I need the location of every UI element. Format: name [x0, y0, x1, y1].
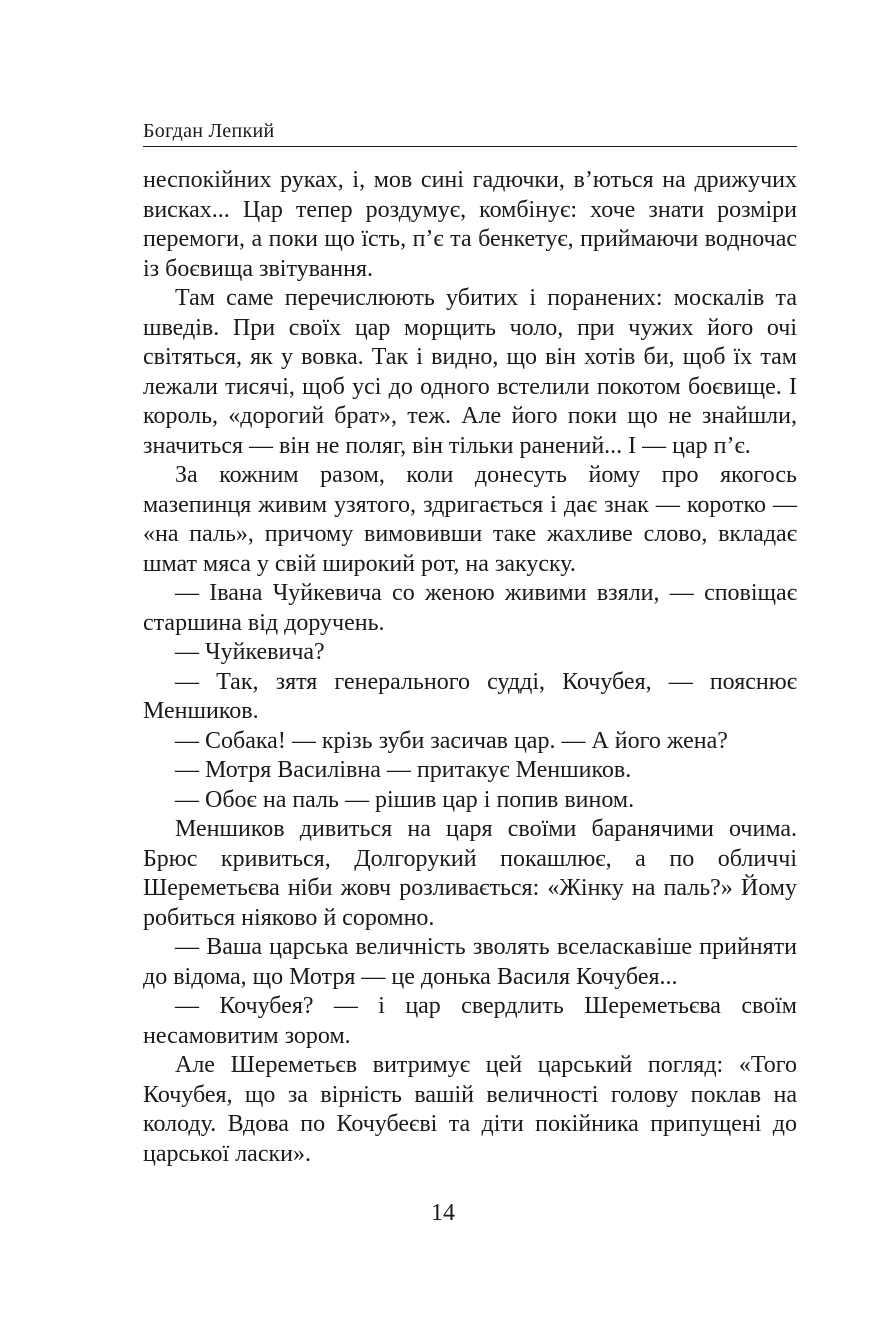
running-head	[143, 118, 797, 147]
dialogue-line: — Ваша царська величність зволять вселаскавіше прийняти до відома, що Мотря — це донька Василя Кочубея...	[143, 934, 797, 990]
page-number: 14	[431, 1200, 455, 1226]
dialogue-line: — Кочубея? — і цар свердлить Шереметьєва своїм несамовитим зором.	[143, 993, 797, 1049]
dialogue-line: — Собака! — крізь зуби засичав цар. — А його жена?	[175, 727, 728, 754]
paragraph: Але Шереметьєв витримує цей царський погляд: «Того Кочубея, що за вірність вашій величності голову поклав на колоду. Вдова по Кочубеєві та діти покійника припущені до царської ласки».	[143, 1052, 797, 1167]
dialogue-line: — Івана Чуйкевича со женою живими взяли, — сповіщає старшина від доручень.	[143, 580, 797, 636]
paragraph: За кожним разом, коли донесуть йому про якогось мазепинця живим узятого, здригається і дає знак — коротко — «на паль», причому вимовивши таке жахливе слово, вкладає шмат мяса у свій широкий рот, на закуску.	[143, 462, 797, 577]
paragraph: Меншиков дивиться на царя своїми баранячими очима. Брюс кривиться, Долгорукий покашлює, а по обличчі Шереметьєва ніби жовч розливається: «Жінку на паль?» Йому робиться ніяково й соромно.	[143, 816, 797, 931]
dialogue-line: — Обоє на паль — рішив цар і попив вином.	[175, 786, 635, 813]
dialogue-line: — Так, зятя генерального судді, Кочубея, — пояснює Меншиков.	[143, 668, 797, 724]
running-title: Богдан Лепкий	[143, 120, 275, 142]
dialogue-line: — Мотря Василівна — притакує Меншиков.	[175, 757, 632, 783]
body-text	[143, 166, 797, 1169]
paragraph-continuation: неспокійних руках, і, мов сині гадючки, в’ються на дрижучих висках... Цар тепер роздумує, комбінує: хоче знати розміри перемоги, а поки що їсть, п’є та бенкетує, приймаючи водночас із боєвища звітування.	[143, 167, 797, 282]
paragraph: Там саме перечислюють убитих і поранених: москалів та шведів. При своїх цар морщить чоло, при чужих його очі світяться, як у вовка. Так і видно, що він хотів би, щоб їх там лежали тисячі, щоб усі до одного встелили покотом боєвище. І король, «дорогий брат», теж. Але його поки що не знайшли, значиться — він не поляг, він тільки ранений... І — цар п’є.	[143, 285, 797, 459]
dialogue-line: — Чуйкевича?	[175, 639, 325, 665]
